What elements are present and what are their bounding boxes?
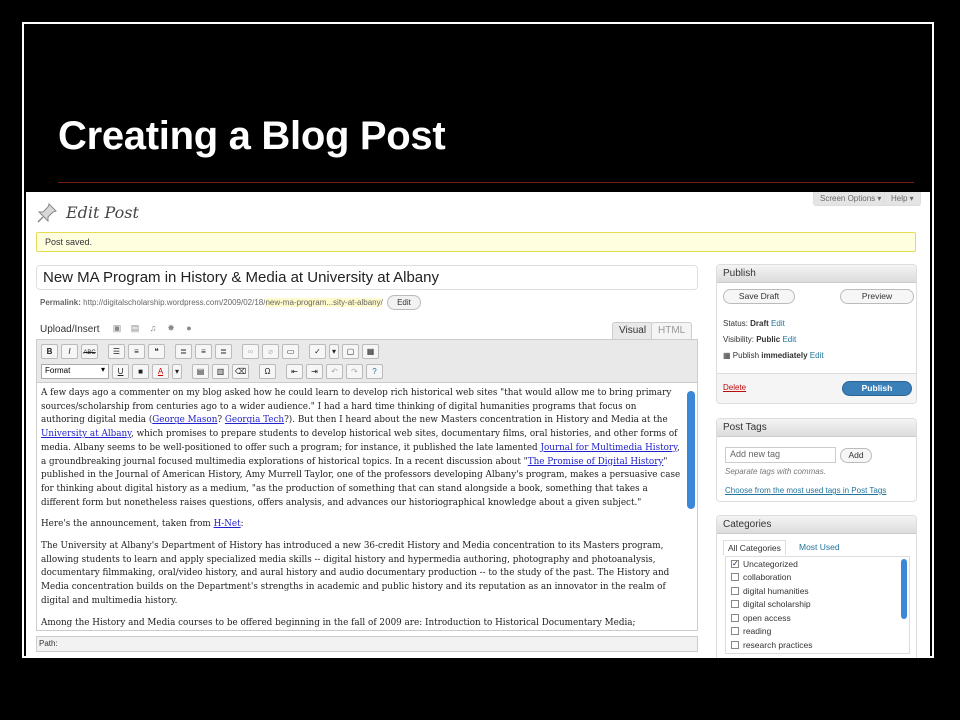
more-tag-button[interactable]: ▭: [282, 344, 299, 359]
category-item[interactable]: [726, 611, 909, 625]
category-label: digital humanities: [743, 585, 809, 596]
publish-box-header[interactable]: Publish: [717, 265, 916, 283]
toolbar-row-1: [41, 344, 379, 359]
italic-button[interactable]: I: [61, 344, 78, 359]
content-paragraph-3: The University at Albany's Department of History has introduced a new 36-credit History and Media concentration to its Masters program, allowing students to learn and apply specialized media skills -- digital history and hypermedia authoring, photography and photoanalysis, documentary filmmaking, oral/video history, and aural history and audio documentary production -- to the study of the past. The History and Media concentration builds on the Department's strengths in academic and public history and its reputation as an innovator in the realm of digital and multimedia history.: [41, 541, 670, 606]
link-georgia-tech[interactable]: Georgia Tech: [224, 415, 285, 426]
format-select[interactable]: Format ▾: [41, 364, 109, 379]
link-george-mason[interactable]: George Mason: [152, 415, 218, 426]
align-center-button[interactable]: ≡: [195, 344, 212, 359]
category-label: Uncategorized: [743, 558, 798, 569]
category-checklist: [725, 556, 910, 654]
category-item[interactable]: [726, 571, 909, 585]
publish-actions: [717, 373, 916, 403]
screen-options-button[interactable]: Screen Options ▾: [813, 192, 888, 206]
add-image-icon[interactable]: ▣: [112, 323, 122, 333]
choose-tags-link[interactable]: Choose from the most used tags in Post Tags: [725, 486, 887, 495]
categories-header[interactable]: Categories: [717, 516, 916, 534]
add-media-icon[interactable]: ✸: [167, 323, 175, 333]
post-tags-box: [716, 418, 917, 502]
category-checkbox[interactable]: [731, 641, 739, 649]
spellcheck-dropdown-icon[interactable]: ▾: [329, 344, 339, 359]
category-checkbox[interactable]: ✓: [732, 558, 739, 568]
editor-scrollbar[interactable]: [687, 387, 695, 625]
save-draft-button[interactable]: Save Draft: [723, 289, 795, 304]
permalink-base: http://digitalscholarship.wordpress.com/2009/02/18/: [83, 298, 266, 307]
title-rule: [58, 182, 914, 183]
category-item[interactable]: [726, 625, 909, 639]
redo-button[interactable]: ↷: [346, 364, 363, 379]
category-checkbox[interactable]: [731, 600, 739, 608]
pushpin-icon: [36, 202, 58, 224]
page-header: [26, 192, 930, 228]
add-audio-icon[interactable]: ♫: [149, 323, 157, 333]
media-buttons: [112, 323, 194, 333]
content-paragraph-4: Among the History and Media courses to be offered beginning in the fall of 2009 are: Introduction to Historical Documentary Media;: [41, 617, 636, 628]
tab-all-categories[interactable]: All Categories: [723, 540, 786, 555]
category-item[interactable]: [726, 598, 909, 612]
help-button[interactable]: Help ▾: [884, 192, 921, 206]
link-h-net[interactable]: H-Net: [213, 519, 241, 530]
post-saved-notice: Post saved.: [36, 232, 916, 252]
post-tags-header[interactable]: Post Tags: [717, 419, 916, 437]
bold-button[interactable]: B: [41, 344, 58, 359]
blockquote-button[interactable]: ❝: [148, 344, 165, 359]
tags-hint: Separate tags with commas.: [725, 467, 826, 476]
upload-insert-label: Upload/Insert: [40, 324, 100, 335]
editor-toolbar: [36, 339, 698, 383]
publish-box: [716, 264, 917, 404]
category-label: digital scholarship: [743, 599, 811, 610]
strikethrough-button[interactable]: ABC: [81, 344, 98, 359]
category-item[interactable]: [726, 584, 909, 598]
link-button[interactable]: ∞: [242, 344, 259, 359]
category-item[interactable]: [726, 557, 909, 571]
page-title: Edit Post: [66, 203, 139, 222]
content-paragraph-1: A few days ago a commenter on my blog asked how he could learn to develop rich historical web sites "that would allow me to bring primary sources/scholarship from centuries ago to a wider audience." I had a hard time thinking of digital humanities programs that focus on authoring digital media (George Mason? Georgia Tech?). But then I heard about the new Masters concentration in History and Media at the University at Albany, which promises to prepare students to develop historical web sites, documentary films, oral histories, and other forms of media. Albany seems to be well-positioned to offer such a program; for instance, it published the late lamented Journal for Multimedia History, a groundbreaking journal focused multimedia explorations of historical topics. In a recent discussion about "The Promise of Digital History" published in the Journal of American History, Amy Murrell Taylor, one of the professors developing Albany's program, makes a persuasive case for thinking about digital history as a medium, "as the production of something that can stand alongside a book, something that takes a different form but nonetheless raises questions, offers analysis, and advances our historiographical knowledge about a given subject.": [41, 388, 681, 508]
kitchen-sink-button[interactable]: ▦: [362, 344, 379, 359]
tab-most-used[interactable]: Most Used: [799, 542, 840, 552]
spellcheck-button[interactable]: ✓: [309, 344, 326, 359]
visibility-row: Visibility: Public Edit: [723, 335, 797, 344]
category-scrollbar[interactable]: [901, 559, 907, 619]
text-color-dropdown-icon[interactable]: ▾: [172, 364, 182, 379]
slide-title: Creating a Blog Post: [58, 114, 446, 158]
visibility-edit-link[interactable]: Edit: [782, 335, 797, 344]
outdent-button[interactable]: ⇤: [286, 364, 303, 379]
special-character-button[interactable]: Ω: [259, 364, 276, 379]
category-item[interactable]: [726, 638, 909, 652]
link-university-at-albany[interactable]: University at Albany: [41, 429, 131, 440]
numbered-list-button[interactable]: ≡: [128, 344, 145, 359]
align-left-button[interactable]: ≣: [175, 344, 192, 359]
align-right-button[interactable]: ≣: [215, 344, 232, 359]
delete-link[interactable]: Delete: [723, 383, 747, 392]
post-content-editor[interactable]: [36, 383, 698, 631]
category-label: collaboration: [743, 572, 792, 583]
publish-time-edit-link[interactable]: Edit: [809, 351, 824, 360]
categories-box: [716, 515, 917, 658]
help-icon[interactable]: ?: [366, 364, 383, 379]
permalink-label: Permalink:: [40, 298, 81, 307]
post-title-input[interactable]: New MA Program in History & Media at University at Albany: [36, 265, 698, 290]
publish-button[interactable]: Publish: [842, 381, 912, 396]
link-promise-digital-history[interactable]: The Promise of Digital History: [527, 456, 664, 467]
category-label: reading: [743, 626, 772, 637]
add-poll-icon[interactable]: ●: [186, 323, 192, 333]
link-journal-multimedia-history[interactable]: Journal for Multimedia History: [540, 442, 677, 453]
tab-html[interactable]: HTML: [651, 322, 692, 339]
content-paragraph-2: Here's the announcement, taken from H-Net:: [41, 519, 244, 530]
add-tag-button[interactable]: Add: [840, 448, 872, 463]
permalink-edit-button[interactable]: Edit: [387, 295, 421, 310]
underline-button[interactable]: U: [112, 364, 129, 379]
paste-text-button[interactable]: ▤: [192, 364, 209, 379]
post-content-text: [41, 387, 681, 631]
unlink-button[interactable]: ⌀: [262, 344, 279, 359]
category-checkbox[interactable]: [731, 587, 739, 595]
tab-visual[interactable]: Visual: [612, 322, 653, 339]
permalink-end: /: [380, 298, 383, 307]
fullscreen-button[interactable]: ▢: [342, 344, 359, 359]
text-color-button[interactable]: A: [152, 364, 169, 379]
permalink-slug[interactable]: new-ma-program...sity-at-albany: [265, 298, 381, 307]
toolbar-row-2: [41, 364, 383, 379]
category-checkbox[interactable]: [731, 614, 739, 622]
status-edit-link[interactable]: Edit: [771, 319, 785, 328]
wordpress-screenshot: [26, 192, 930, 658]
remove-format-button[interactable]: ⌫: [232, 364, 249, 379]
new-tag-input[interactable]: Add new tag: [725, 447, 836, 463]
editor-path-bar: Path:: [36, 636, 698, 652]
paste-word-button[interactable]: ▥: [212, 364, 229, 379]
category-label: open access: [743, 612, 791, 623]
justify-button[interactable]: ■: [132, 364, 149, 379]
category-checkbox[interactable]: [731, 573, 739, 581]
status-row: Status: Draft Edit: [723, 319, 785, 328]
permalink-row: [40, 295, 421, 310]
indent-button[interactable]: ⇥: [306, 364, 323, 379]
bullet-list-button[interactable]: ☰: [108, 344, 125, 359]
category-label: research practices: [743, 639, 813, 650]
category-checkbox[interactable]: [731, 627, 739, 635]
calendar-icon: ▦: [723, 351, 731, 360]
add-video-icon[interactable]: ▤: [130, 323, 140, 333]
undo-button[interactable]: ↶: [326, 364, 343, 379]
preview-button[interactable]: Preview: [840, 289, 914, 304]
editor-scrollbar-thumb[interactable]: [687, 391, 695, 509]
publish-time-row: ▦ Publish immediately Edit: [723, 351, 824, 360]
